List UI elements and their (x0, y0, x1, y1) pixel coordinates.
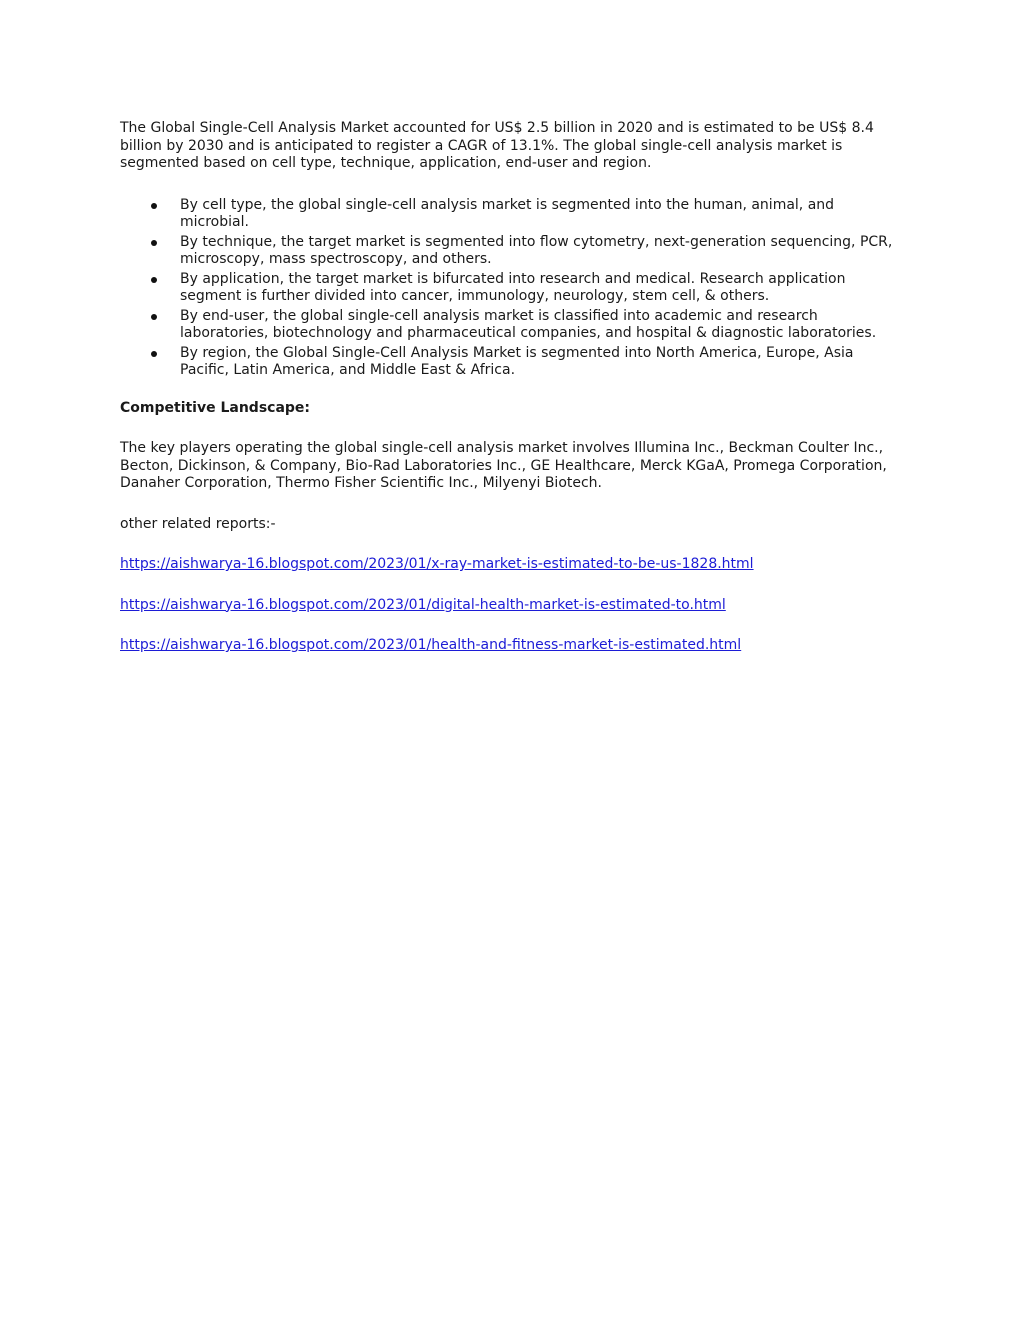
bullet-icon (151, 240, 157, 246)
related-report-link-health-fitness[interactable]: https://aishwarya-16.blogspot.com/2023/01/health-and-fitness-market-is-estimated.html (120, 637, 742, 653)
related-report-link-xray[interactable]: https://aishwarya-16.blogspot.com/2023/01/x-ray-market-is-estimated-to-be-us-1828.html (120, 556, 754, 572)
bullet-icon (151, 277, 157, 283)
bullet-icon (151, 203, 157, 209)
list-item (120, 271, 900, 306)
key-players-paragraph: The key players operating the global single-cell analysis market involves Illumina Inc., Beckman Coulter Inc., Becton, Dickinson, & Company, Bio-Rad Laboratories Inc., GE Healthcare, Merck KGaA, Promega Corporation, Danaher Corporation, Thermo Fisher Scientific Inc., Milyenyi Biotech. (120, 440, 887, 491)
list-item-text: By application, the target market is bifurcated into research and medical. Research application segment is further divided into cancer, immunology, neurology, stem cell, & others. (180, 270, 846, 304)
list-item (120, 308, 900, 343)
list-item-text: By end-user, the global single-cell analysis market is classified into academic and research laboratories, biotechnology and pharmaceutical companies, and hospital & diagnostic laboratories. (180, 307, 877, 341)
segment-list (120, 197, 900, 380)
competitive-landscape-heading: Competitive Landscape: (120, 399, 311, 416)
list-item-text: By technique, the target market is segmented into flow cytometry, next-generation sequencing, PCR, microscopy, mass spectroscopy, and others. (180, 233, 893, 267)
related-reports-label: other related reports:- (120, 515, 276, 532)
document-page (120, 120, 900, 655)
related-report-link-digital-health[interactable]: https://aishwarya-16.blogspot.com/2023/01/digital-health-market-is-estimated-to.html (120, 596, 726, 613)
bullet-icon (151, 314, 157, 320)
list-item-text: By cell type, the global single-cell analysis market is segmented into the human, animal, and microbial. (180, 196, 835, 230)
list-item-text: By region, the Global Single-Cell Analysis Market is segmented into North America, Europe, Asia Pacific, Latin America, and Middle East & Africa. (180, 344, 854, 378)
list-item (120, 234, 900, 269)
list-item (120, 197, 900, 232)
bullet-icon (151, 351, 157, 357)
list-item (120, 345, 900, 380)
intro-paragraph: The Global Single-Cell Analysis Market accounted for US$ 2.5 billion in 2020 and is estimated to be US$ 8.4 billion by 2030 and is anticipated to register a CAGR of 13.1%. The global single-cell analysis market is segmented based on cell type, technique, application, end-user and region. (120, 120, 874, 171)
